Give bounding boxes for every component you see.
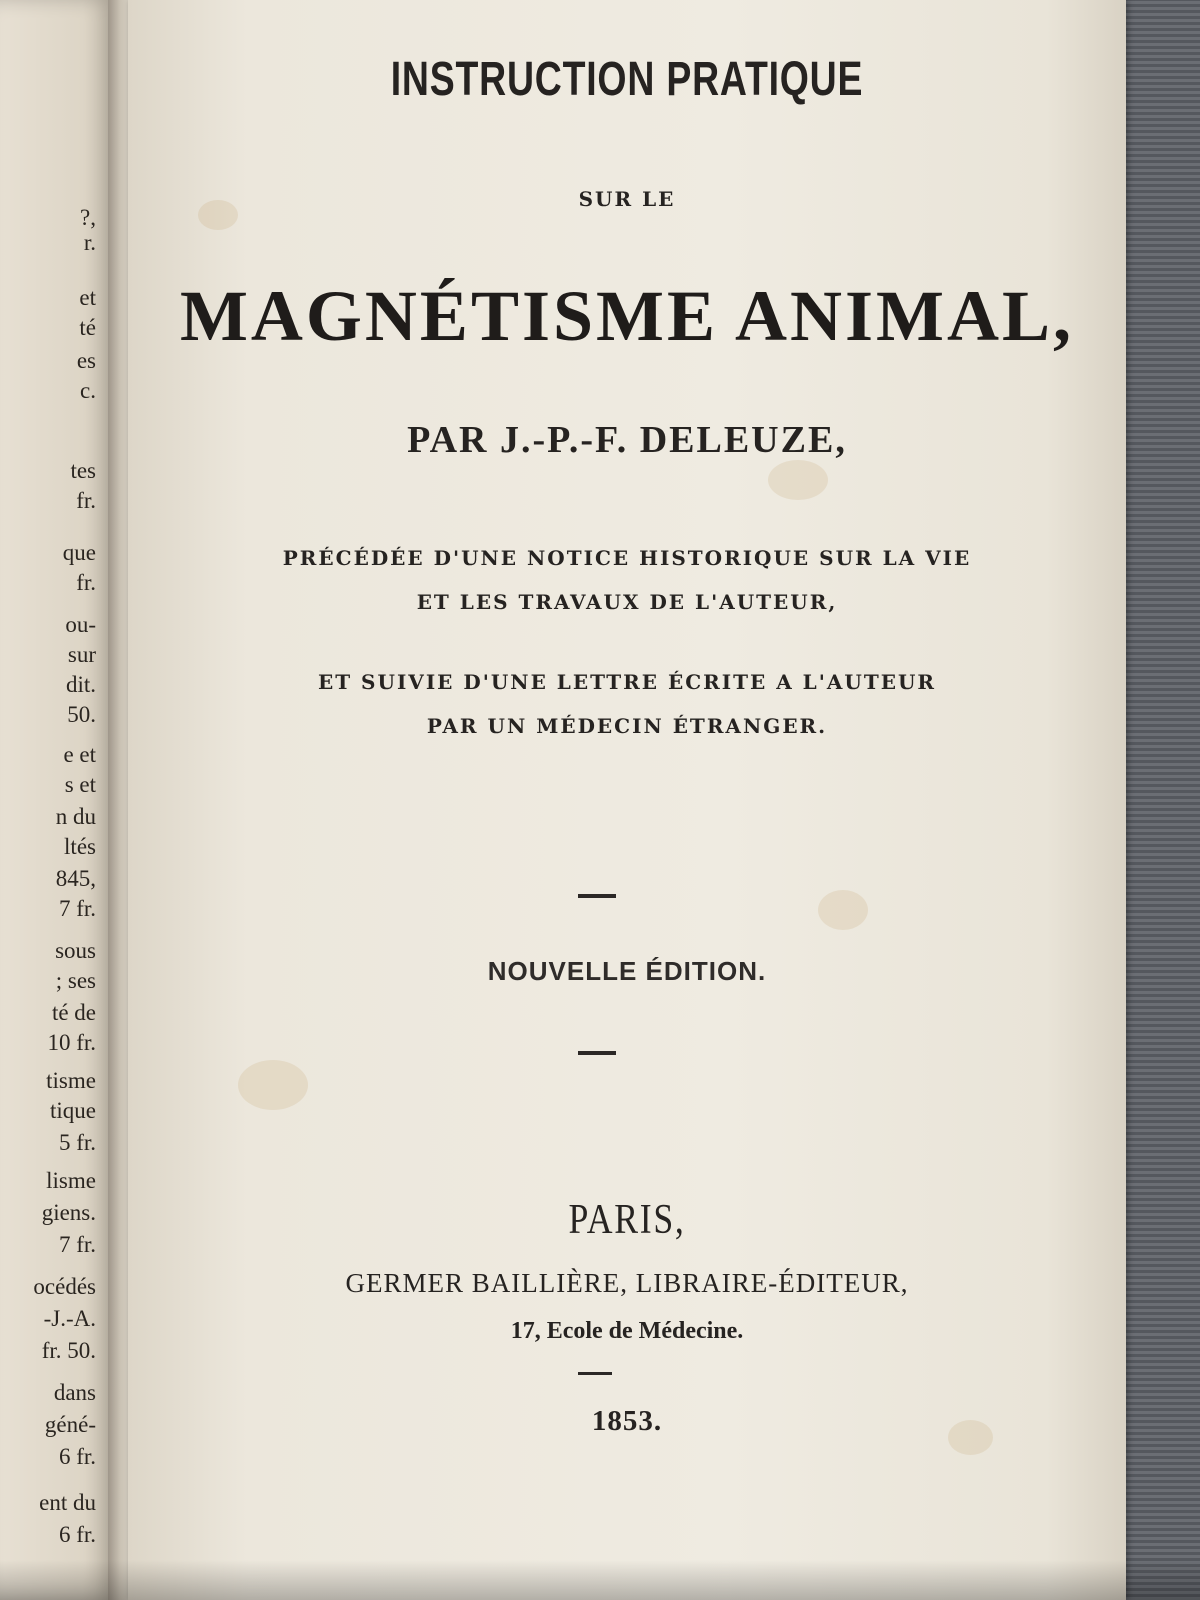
left-page-fragment: 7 fr. (58, 896, 96, 921)
left-page-fragment: 6 fr. (58, 1522, 96, 1547)
left-page-text (0, 0, 104, 1600)
left-page-fragment: es (76, 348, 96, 373)
left-page-fragment: c. (80, 378, 96, 403)
left-page-fragment: -J.-A. (43, 1306, 96, 1331)
rule-divider (578, 1051, 616, 1055)
left-page-fragment: n du (55, 804, 96, 829)
imprint-publisher: GERMER BAILLIÈRE, LIBRAIRE-ÉDITEUR, (345, 1268, 909, 1298)
left-page-fragment: s et (64, 772, 96, 797)
imprint-address: 17, Ecole de Médecine. (510, 1318, 744, 1344)
title-connector: SUR LE (578, 187, 676, 211)
rule-divider (578, 1372, 612, 1375)
left-page-fragment: 6 fr. (58, 1444, 96, 1469)
left-page-fragment: que (62, 540, 96, 565)
left-page-fragment: té (79, 315, 96, 340)
left-page-fragment: 7 fr. (58, 1232, 96, 1257)
left-page-fragment: tes (70, 458, 96, 483)
left-page-fragment: fr. (76, 570, 96, 595)
left-page-fragment: e et (63, 742, 96, 767)
left-page-fragment: et (79, 285, 96, 310)
subtitle-line-3: ET SUIVIE D'UNE LETTRE ÉCRITE A L'AUTEUR (317, 670, 937, 694)
foxing-spot (818, 890, 868, 930)
title-line-1: INSTRUCTION PRATIQUE (390, 53, 864, 106)
imprint-city: PARIS, (568, 1197, 686, 1243)
rule-divider (578, 894, 616, 898)
left-page-fragment: dit. (65, 672, 96, 697)
left-page-fragment: ?, (80, 205, 96, 230)
left-page-fragment: tique (50, 1098, 96, 1123)
left-page-fragment: fr. (76, 488, 96, 513)
left-page-fragment: r. (83, 230, 96, 255)
photo-shadow (0, 1560, 1200, 1600)
title-page (128, 0, 1126, 1600)
left-page-fragment: té de (51, 1000, 96, 1025)
subtitle-line-1: PRÉCÉDÉE D'UNE NOTICE HISTORIQUE SUR LA VIE (282, 546, 972, 570)
left-page-fragment: giens. (41, 1200, 96, 1225)
left-page-fragment: 10 fr. (47, 1030, 96, 1055)
foxing-spot (238, 1060, 308, 1110)
left-page (0, 0, 118, 1600)
left-page-fragment: fr. 50. (41, 1338, 96, 1363)
left-page-fragment: 5 fr. (58, 1130, 96, 1155)
left-page-fragment: ent du (39, 1490, 96, 1515)
left-page-fragment: sur (67, 642, 96, 667)
left-page-fragment: 50. (67, 702, 96, 727)
left-page-fragment: ltés (64, 834, 96, 859)
left-page-fragment: 845, (55, 866, 96, 891)
author-line: PAR J.-P.-F. DELEUZE, (407, 419, 847, 461)
left-page-fragment: lisme (46, 1168, 96, 1193)
subtitle-line-4: PAR UN MÉDECIN ÉTRANGER. (426, 714, 828, 738)
left-page-fragment: tisme (46, 1068, 96, 1093)
left-page-fragment: océdés (33, 1274, 96, 1299)
left-page-fragment: sous (55, 938, 96, 963)
subtitle-line-2: ET LES TRAVAUX DE L'AUTEUR, (416, 590, 838, 614)
left-page-fragment: dans (53, 1380, 96, 1405)
foxing-spot (768, 460, 828, 500)
edition-line: NOUVELLE ÉDITION. (487, 956, 767, 986)
imprint-year: 1853. (591, 1405, 663, 1437)
left-page-fragment: ; ses (55, 968, 96, 993)
left-page-fragment: géné- (44, 1412, 96, 1437)
title-line-2: MAGNÉTISME ANIMAL, (179, 276, 1075, 356)
left-page-fragment: ou- (65, 612, 96, 637)
